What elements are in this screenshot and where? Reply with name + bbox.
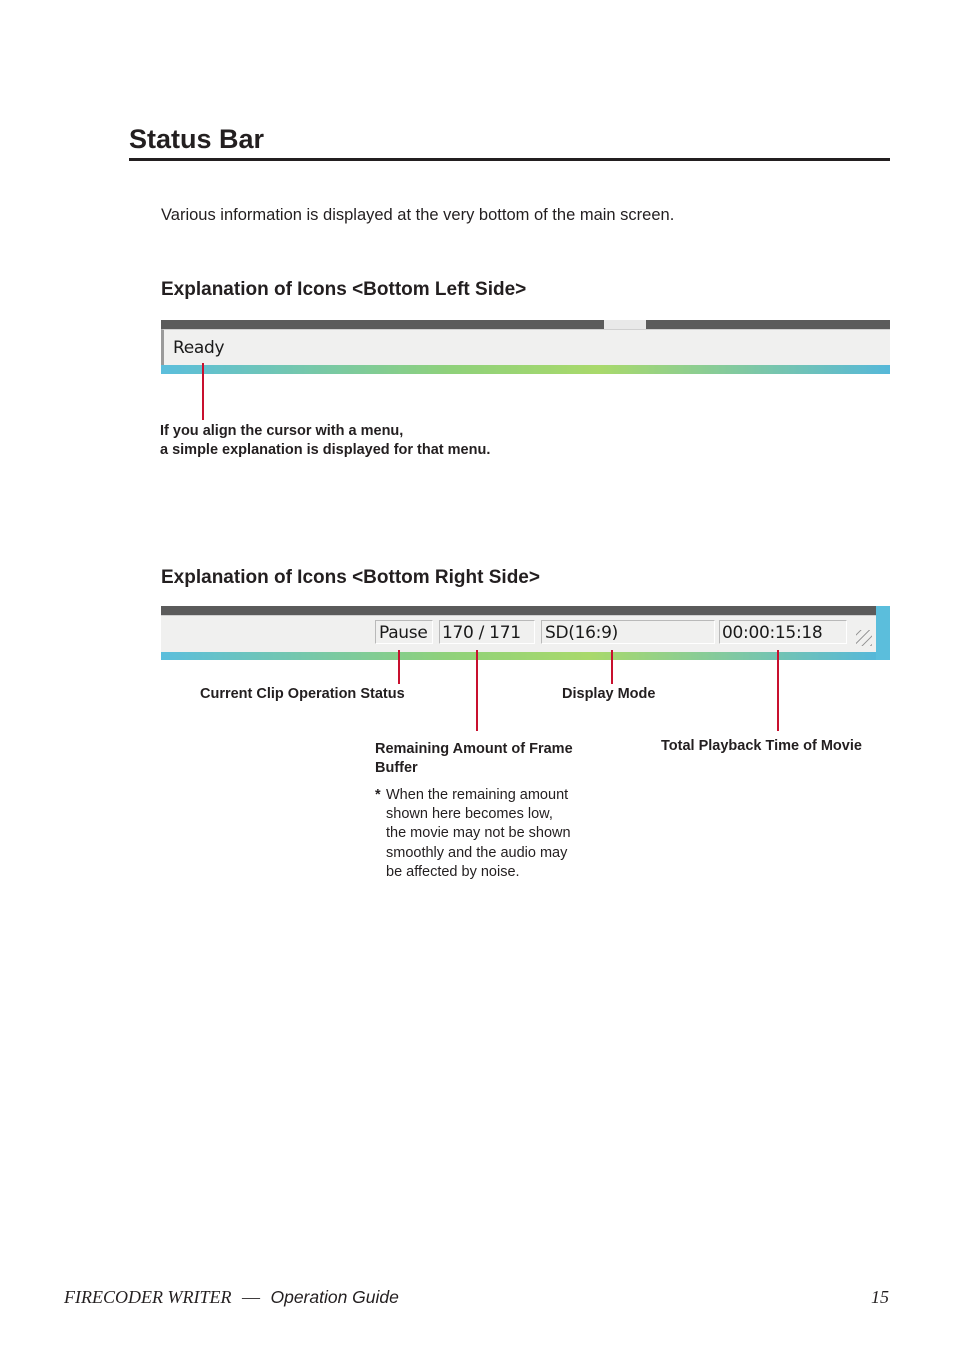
- label-frame-buffer: Remaining Amount of Frame Buffer: [375, 741, 573, 776]
- resize-grip-icon: [856, 630, 872, 646]
- operation-status-text: Pause: [379, 623, 428, 643]
- right-status-bar-screenshot: [161, 606, 890, 660]
- page-title: Status Bar: [129, 124, 265, 154]
- ready-explanation: If you align the cursor with a menu, a simple explanation is displayed for that menu.: [160, 423, 491, 458]
- label-total-time: Total Playback Time of Movie: [661, 738, 862, 754]
- page-number: 15: [871, 1287, 889, 1307]
- callout-line-clip-status: [398, 650, 400, 684]
- status-bar-top-edge: [161, 606, 890, 615]
- footer-title: [64, 1287, 399, 1308]
- buffer-footnote: * When the remaining amount shown here becomes low, the movie may not be shown smoothly and the audio may be affected by noise.: [375, 787, 571, 880]
- callout-line-display-mode: [611, 650, 613, 684]
- footer-separator: —: [241, 1287, 260, 1307]
- callout-line-ready: [202, 363, 204, 420]
- footer-guide: Operation Guide: [270, 1287, 399, 1307]
- buffer-text: 170 / 171: [442, 623, 521, 643]
- left-side-heading: Explanation of Icons <Bottom Left Side>: [161, 279, 527, 300]
- footnote-marker: *: [375, 787, 381, 803]
- intro-text: Various information is displayed at the very bottom of the main screen.: [161, 206, 675, 224]
- display-mode-text: SD(16:9): [545, 623, 618, 643]
- right-side-heading: Explanation of Icons <Bottom Right Side>: [161, 567, 540, 588]
- status-ready-text: Ready: [173, 338, 225, 358]
- label-clip-status: Current Clip Operation Status: [200, 686, 405, 702]
- title-rule: [129, 158, 890, 161]
- status-bar-top-edge: [161, 320, 890, 329]
- callout-line-buffer: [476, 650, 478, 731]
- callout-line-total-time: [777, 650, 779, 731]
- status-bar-glow: [161, 365, 890, 374]
- label-display-mode: Display Mode: [562, 686, 656, 702]
- left-status-bar-screenshot: [161, 320, 890, 374]
- status-bar-glow: [161, 652, 876, 660]
- footer-product: FIRECODER WRITER: [64, 1287, 232, 1307]
- playback-time-text: 00:00:15:18: [722, 623, 823, 643]
